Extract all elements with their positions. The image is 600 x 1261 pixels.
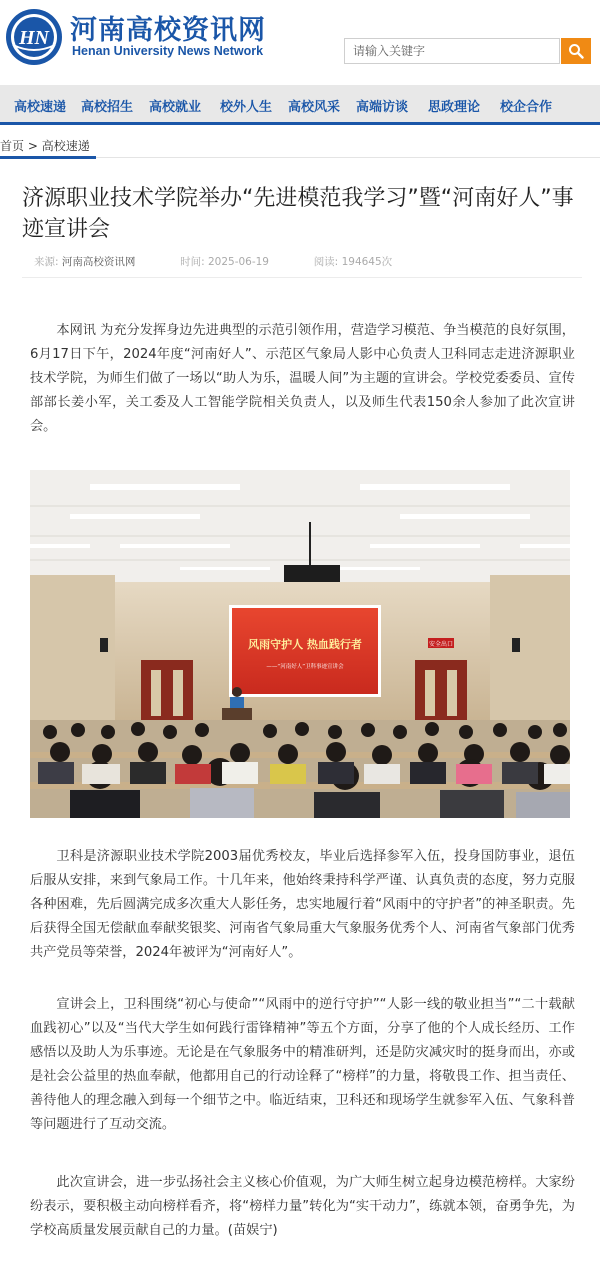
site-name-cn[interactable]: 河南高校资讯网 (70, 15, 266, 46)
breadcrumb-current[interactable]: 高校速递 (41, 139, 90, 153)
meta-views: 194645次 (341, 256, 393, 268)
nav-item[interactable]: 校外人生 (220, 100, 273, 115)
meta-time: 2025-06-19 (207, 256, 269, 268)
nav-item[interactable]: 校企合作 (500, 100, 553, 115)
meta-source-label: 来源: (34, 256, 59, 268)
article-paragraph: 本网讯 为充分发挥身边先进典型的示范引领作用，营造学习模范、争当模范的良好氛围，6月17日下午，2024年度“河南好人”、示范区气象局人影中心负责人卫科同志走进济源职业技术学院，为师生们做了一场以“助人为乐，温暖人间”为主题的宣讲会。学校党委委员、宣传部部长姜小军，关工委及人工智能学院相关负责人，以及师生代表150余人参加了此次宣讲会。 (30, 323, 575, 434)
logo-text: HN (19, 27, 49, 49)
screen-line1: 风雨守护人 热血践行者 (248, 638, 362, 651)
screen-line2: ——“河南好人”卫科事迹宣讲会 (266, 664, 344, 670)
breadcrumb-separator: > (27, 139, 38, 153)
breadcrumb (0, 137, 90, 154)
nav-item[interactable]: 高校速递 (14, 100, 67, 115)
article-title: 济源职业技术学院举办“先进模范我学习”暨“河南好人”事迹宣讲会 (22, 186, 574, 242)
search-box (344, 38, 560, 64)
article-meta (34, 254, 392, 269)
article-paragraph: 宣讲会上，卫科围绕“初心与使命”“风雨中的逆行守护”“人影一线的敬业担当”“二十载献血践初心”以及“当代大学生如何践行雷锋精神”等五个方面，分享了他的个人成长经历、工作感悟以及助人为乐事迹。无论是在气象服务中的精准研判，还是防灾减灾时的挺身而出，亦或是社会公益里的热血奉献，他都用自己的行动诠释了“榜样”的力量，将敬畏工作、担当责任、善待他人的理念融入到每一个细节之中。临近结束，卫科还和现场学生就参军入伍、气象科普等问题进行了互动交流。 (30, 997, 575, 1132)
search-button[interactable] (561, 38, 591, 64)
meta-views-label: 阅读: (313, 256, 339, 268)
breadcrumb-home[interactable]: 首页 (0, 139, 25, 153)
meta-time-label: 时间: (180, 256, 205, 268)
search-input[interactable] (345, 39, 559, 63)
exit-sign: 安全出口 (428, 641, 454, 648)
article-paragraph: 卫科是济源职业技术学院2003届优秀校友，毕业后选择参军入伍，投身国防事业，退伍后服从安排，来到气象局工作。十几年来，他始终秉持科学严谨、认真负责的态度，努力克服各种困难，先后圆满完成多次重大人影任务，忠实地履行着“风雨中的守护者”的神圣职责。先后获得全国无偿献血奉献奖银奖、河南省气象局重大气象服务优秀个人、河南省气象部门优秀共产党员等荣誉，2024年被评为“河南好人”。 (30, 849, 575, 960)
nav-item[interactable]: 高校就业 (149, 100, 202, 115)
main-nav (0, 85, 600, 125)
nav-item[interactable]: 高校风采 (288, 100, 341, 115)
search-icon (568, 43, 584, 59)
article-photo (30, 470, 570, 818)
meta-source: 河南高校资讯网 (61, 256, 136, 268)
nav-item[interactable]: 思政理论 (428, 100, 481, 115)
article-paragraph: 此次宣讲会，进一步弘扬社会主义核心价值观，为广大师生树立起身边模范榜样。大家纷纷表示，要积极主动向榜样看齐，将“榜样力量”转化为“实干动力”，练就本领，奋勇争先，为学校高质量发展贡献自己的力量。(苗娱宁) (30, 1175, 575, 1238)
breadcrumb-accent-bar (0, 156, 96, 159)
site-header (0, 0, 600, 80)
site-logo[interactable] (5, 8, 63, 66)
nav-item[interactable]: 高校招生 (81, 100, 134, 115)
site-name-en: Henan University News Network (72, 44, 264, 58)
meta-divider (22, 277, 582, 278)
nav-item[interactable]: 高端访谈 (356, 100, 409, 115)
lecture-hall-photo (30, 470, 570, 818)
